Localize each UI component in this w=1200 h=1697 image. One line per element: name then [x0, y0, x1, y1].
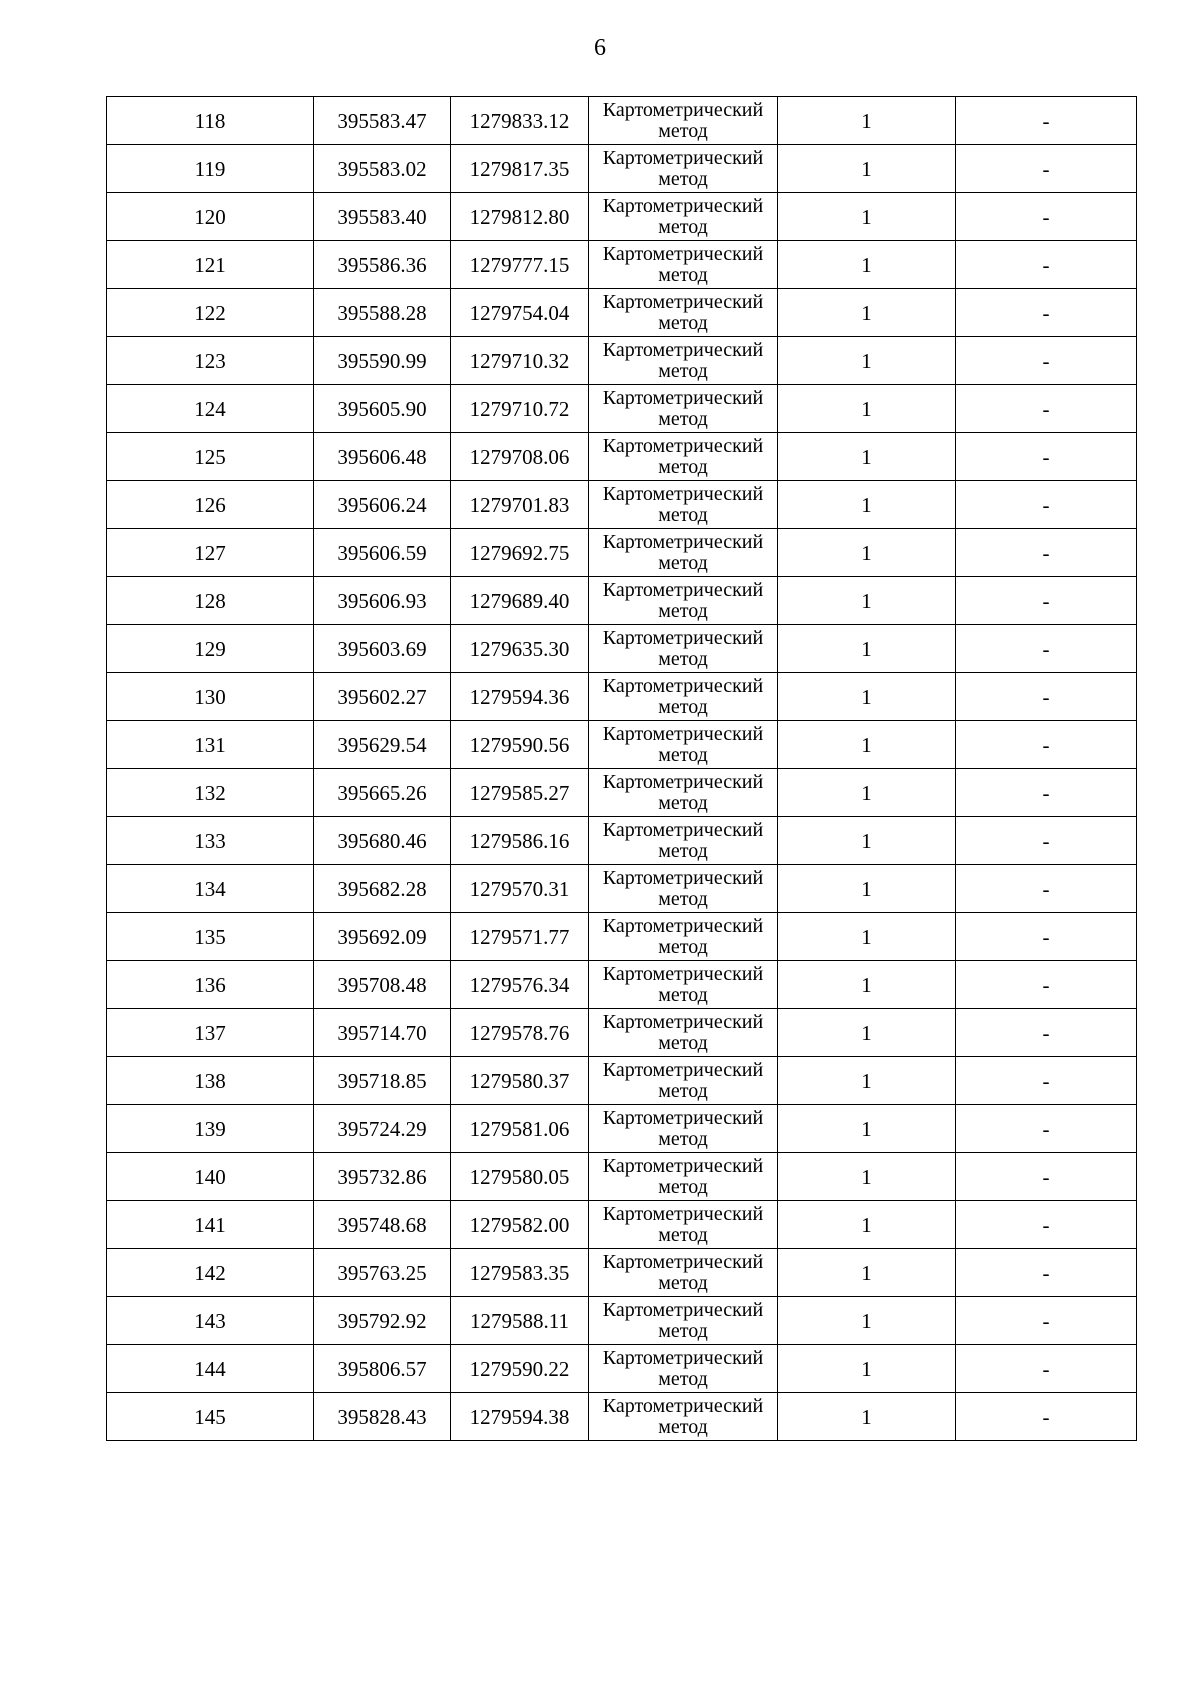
table-row [107, 1009, 1137, 1057]
point-number-cell: 144 [107, 1345, 314, 1393]
point-number-cell: 139 [107, 1105, 314, 1153]
accuracy-cell: 1 [778, 1249, 956, 1297]
x-coordinate-cell: 395714.70 [314, 1009, 451, 1057]
y-coordinate-cell: 1279585.27 [451, 769, 589, 817]
note-cell: - [956, 961, 1137, 1009]
method-cell: Картометрический метод [589, 673, 778, 721]
table-row [107, 817, 1137, 865]
table-row [107, 577, 1137, 625]
table-row [107, 625, 1137, 673]
accuracy-cell: 1 [778, 145, 956, 193]
note-cell: - [956, 241, 1137, 289]
point-number-cell: 121 [107, 241, 314, 289]
x-coordinate-cell: 395583.40 [314, 193, 451, 241]
method-cell: Картометрический метод [589, 289, 778, 337]
y-coordinate-cell: 1279588.11 [451, 1297, 589, 1345]
point-number-cell: 127 [107, 529, 314, 577]
accuracy-cell: 1 [778, 817, 956, 865]
x-coordinate-cell: 395606.24 [314, 481, 451, 529]
x-coordinate-cell: 395708.48 [314, 961, 451, 1009]
accuracy-cell: 1 [778, 193, 956, 241]
method-cell: Картометрический метод [589, 433, 778, 481]
table-row [107, 145, 1137, 193]
note-cell: - [956, 817, 1137, 865]
x-coordinate-cell: 395718.85 [314, 1057, 451, 1105]
y-coordinate-cell: 1279590.22 [451, 1345, 589, 1393]
note-cell: - [956, 769, 1137, 817]
table-row [107, 769, 1137, 817]
method-cell: Картометрический метод [589, 817, 778, 865]
y-coordinate-cell: 1279777.15 [451, 241, 589, 289]
x-coordinate-cell: 395603.69 [314, 625, 451, 673]
x-coordinate-cell: 395665.26 [314, 769, 451, 817]
y-coordinate-cell: 1279583.35 [451, 1249, 589, 1297]
method-cell: Картометрический метод [589, 865, 778, 913]
point-number-cell: 134 [107, 865, 314, 913]
x-coordinate-cell: 395606.48 [314, 433, 451, 481]
x-coordinate-cell: 395763.25 [314, 1249, 451, 1297]
method-cell: Картометрический метод [589, 1153, 778, 1201]
y-coordinate-cell: 1279833.12 [451, 97, 589, 145]
accuracy-cell: 1 [778, 241, 956, 289]
note-cell: - [956, 385, 1137, 433]
point-number-cell: 129 [107, 625, 314, 673]
note-cell: - [956, 673, 1137, 721]
table-row [107, 673, 1137, 721]
method-cell: Картометрический метод [589, 577, 778, 625]
point-number-cell: 123 [107, 337, 314, 385]
accuracy-cell: 1 [778, 913, 956, 961]
point-number-cell: 122 [107, 289, 314, 337]
accuracy-cell: 1 [778, 1153, 956, 1201]
y-coordinate-cell: 1279710.72 [451, 385, 589, 433]
x-coordinate-cell: 395586.36 [314, 241, 451, 289]
x-coordinate-cell: 395806.57 [314, 1345, 451, 1393]
method-cell: Картометрический метод [589, 1345, 778, 1393]
note-cell: - [956, 721, 1137, 769]
point-number-cell: 138 [107, 1057, 314, 1105]
table-row [107, 337, 1137, 385]
table-row [107, 1105, 1137, 1153]
method-cell: Картометрический метод [589, 1201, 778, 1249]
point-number-cell: 130 [107, 673, 314, 721]
x-coordinate-cell: 395682.28 [314, 865, 451, 913]
accuracy-cell: 1 [778, 577, 956, 625]
x-coordinate-cell: 395629.54 [314, 721, 451, 769]
point-number-cell: 120 [107, 193, 314, 241]
point-number-cell: 119 [107, 145, 314, 193]
note-cell: - [956, 625, 1137, 673]
note-cell: - [956, 193, 1137, 241]
x-coordinate-cell: 395748.68 [314, 1201, 451, 1249]
note-cell: - [956, 1105, 1137, 1153]
method-cell: Картометрический метод [589, 1105, 778, 1153]
point-number-cell: 132 [107, 769, 314, 817]
note-cell: - [956, 337, 1137, 385]
y-coordinate-cell: 1279817.35 [451, 145, 589, 193]
method-cell: Картометрический метод [589, 97, 778, 145]
note-cell: - [956, 97, 1137, 145]
y-coordinate-cell: 1279590.56 [451, 721, 589, 769]
point-number-cell: 118 [107, 97, 314, 145]
x-coordinate-cell: 395590.99 [314, 337, 451, 385]
accuracy-cell: 1 [778, 769, 956, 817]
y-coordinate-cell: 1279689.40 [451, 577, 589, 625]
x-coordinate-cell: 395583.02 [314, 145, 451, 193]
note-cell: - [956, 529, 1137, 577]
note-cell: - [956, 1393, 1137, 1441]
note-cell: - [956, 1153, 1137, 1201]
y-coordinate-cell: 1279812.80 [451, 193, 589, 241]
table-row [107, 529, 1137, 577]
accuracy-cell: 1 [778, 1201, 956, 1249]
x-coordinate-cell: 395605.90 [314, 385, 451, 433]
note-cell: - [956, 865, 1137, 913]
table-row [107, 1393, 1137, 1441]
accuracy-cell: 1 [778, 1297, 956, 1345]
note-cell: - [956, 577, 1137, 625]
note-cell: - [956, 1201, 1137, 1249]
point-number-cell: 136 [107, 961, 314, 1009]
method-cell: Картометрический метод [589, 1009, 778, 1057]
method-cell: Картометрический метод [589, 1057, 778, 1105]
y-coordinate-cell: 1279578.76 [451, 1009, 589, 1057]
note-cell: - [956, 481, 1137, 529]
note-cell: - [956, 1345, 1137, 1393]
point-number-cell: 142 [107, 1249, 314, 1297]
table-row [107, 1249, 1137, 1297]
y-coordinate-cell: 1279701.83 [451, 481, 589, 529]
point-number-cell: 125 [107, 433, 314, 481]
accuracy-cell: 1 [778, 481, 956, 529]
table-row [107, 913, 1137, 961]
point-number-cell: 135 [107, 913, 314, 961]
table-body [107, 97, 1137, 1441]
note-cell: - [956, 1057, 1137, 1105]
accuracy-cell: 1 [778, 673, 956, 721]
method-cell: Картометрический метод [589, 145, 778, 193]
table-row [107, 961, 1137, 1009]
method-cell: Картометрический метод [589, 961, 778, 1009]
point-number-cell: 133 [107, 817, 314, 865]
y-coordinate-cell: 1279692.75 [451, 529, 589, 577]
y-coordinate-cell: 1279581.06 [451, 1105, 589, 1153]
method-cell: Картометрический метод [589, 721, 778, 769]
method-cell: Картометрический метод [589, 625, 778, 673]
table-row [107, 1057, 1137, 1105]
y-coordinate-cell: 1279580.05 [451, 1153, 589, 1201]
x-coordinate-cell: 395583.47 [314, 97, 451, 145]
table-row [107, 385, 1137, 433]
table-row [107, 481, 1137, 529]
y-coordinate-cell: 1279570.31 [451, 865, 589, 913]
table-row [107, 1201, 1137, 1249]
table-row [107, 1297, 1137, 1345]
accuracy-cell: 1 [778, 961, 956, 1009]
note-cell: - [956, 145, 1137, 193]
x-coordinate-cell: 395792.92 [314, 1297, 451, 1345]
method-cell: Картометрический метод [589, 241, 778, 289]
method-cell: Картометрический метод [589, 385, 778, 433]
accuracy-cell: 1 [778, 1057, 956, 1105]
note-cell: - [956, 433, 1137, 481]
x-coordinate-cell: 395692.09 [314, 913, 451, 961]
accuracy-cell: 1 [778, 1345, 956, 1393]
accuracy-cell: 1 [778, 97, 956, 145]
point-number-cell: 141 [107, 1201, 314, 1249]
table-row [107, 241, 1137, 289]
x-coordinate-cell: 395606.93 [314, 577, 451, 625]
accuracy-cell: 1 [778, 385, 956, 433]
table-row [107, 865, 1137, 913]
point-number-cell: 137 [107, 1009, 314, 1057]
table-row [107, 289, 1137, 337]
accuracy-cell: 1 [778, 865, 956, 913]
y-coordinate-cell: 1279708.06 [451, 433, 589, 481]
accuracy-cell: 1 [778, 337, 956, 385]
note-cell: - [956, 289, 1137, 337]
page-number: 6 [594, 35, 606, 61]
x-coordinate-cell: 395828.43 [314, 1393, 451, 1441]
x-coordinate-cell: 395724.29 [314, 1105, 451, 1153]
accuracy-cell: 1 [778, 1105, 956, 1153]
point-number-cell: 128 [107, 577, 314, 625]
y-coordinate-cell: 1279576.34 [451, 961, 589, 1009]
y-coordinate-cell: 1279580.37 [451, 1057, 589, 1105]
x-coordinate-cell: 395606.59 [314, 529, 451, 577]
y-coordinate-cell: 1279635.30 [451, 625, 589, 673]
note-cell: - [956, 1009, 1137, 1057]
point-number-cell: 140 [107, 1153, 314, 1201]
accuracy-cell: 1 [778, 289, 956, 337]
accuracy-cell: 1 [778, 529, 956, 577]
method-cell: Картометрический метод [589, 337, 778, 385]
table-row [107, 1345, 1137, 1393]
y-coordinate-cell: 1279594.38 [451, 1393, 589, 1441]
table-row [107, 1153, 1137, 1201]
accuracy-cell: 1 [778, 1009, 956, 1057]
method-cell: Картометрический метод [589, 1249, 778, 1297]
method-cell: Картометрический метод [589, 481, 778, 529]
method-cell: Картометрический метод [589, 1297, 778, 1345]
note-cell: - [956, 1297, 1137, 1345]
x-coordinate-cell: 395602.27 [314, 673, 451, 721]
table-row [107, 721, 1137, 769]
accuracy-cell: 1 [778, 1393, 956, 1441]
table-row [107, 97, 1137, 145]
point-number-cell: 124 [107, 385, 314, 433]
coordinates-table [106, 96, 1137, 1441]
method-cell: Картометрический метод [589, 913, 778, 961]
x-coordinate-cell: 395588.28 [314, 289, 451, 337]
x-coordinate-cell: 395680.46 [314, 817, 451, 865]
note-cell: - [956, 913, 1137, 961]
point-number-cell: 131 [107, 721, 314, 769]
y-coordinate-cell: 1279710.32 [451, 337, 589, 385]
method-cell: Картометрический метод [589, 529, 778, 577]
x-coordinate-cell: 395732.86 [314, 1153, 451, 1201]
y-coordinate-cell: 1279754.04 [451, 289, 589, 337]
note-cell: - [956, 1249, 1137, 1297]
table-row [107, 193, 1137, 241]
y-coordinate-cell: 1279571.77 [451, 913, 589, 961]
point-number-cell: 143 [107, 1297, 314, 1345]
method-cell: Картометрический метод [589, 193, 778, 241]
method-cell: Картометрический метод [589, 1393, 778, 1441]
y-coordinate-cell: 1279586.16 [451, 817, 589, 865]
y-coordinate-cell: 1279594.36 [451, 673, 589, 721]
table-row [107, 433, 1137, 481]
point-number-cell: 145 [107, 1393, 314, 1441]
y-coordinate-cell: 1279582.00 [451, 1201, 589, 1249]
method-cell: Картометрический метод [589, 769, 778, 817]
accuracy-cell: 1 [778, 625, 956, 673]
point-number-cell: 126 [107, 481, 314, 529]
accuracy-cell: 1 [778, 721, 956, 769]
accuracy-cell: 1 [778, 433, 956, 481]
